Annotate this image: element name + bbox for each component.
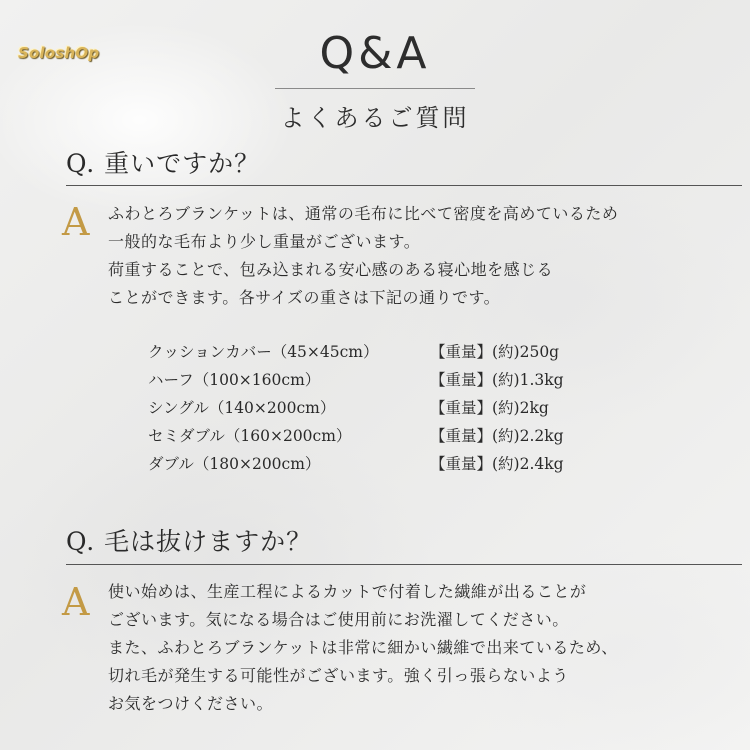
size-label: ダブル（180×200cm） (148, 455, 321, 473)
answer-line: また、ふわとろブランケットは非常に細かい繊維で出来ているため、 (108, 638, 618, 657)
answer-text-1 (108, 200, 618, 312)
page-subtitle: よくあるご質問 (280, 104, 470, 132)
answer-line: 切れ毛が発生する可能性がございます。強く引っ張らないよう (108, 666, 569, 685)
weight-value: 【重量】(約)2kg (430, 399, 549, 417)
answer-mark-2: A (62, 580, 90, 624)
size-label: シングル（140×200cm） (148, 399, 336, 417)
weight-value: 【重量】(約)250g (430, 343, 560, 361)
answer-line: 荷重することで、包み込まれる安心感のある寝心地を感じる (108, 260, 554, 279)
size-label: セミダブル（160×200cm） (148, 427, 352, 445)
question-heading-1: Q. 重いですか？ (66, 149, 261, 178)
answer-line: 一般的な毛布より少し重量がございます。 (108, 232, 421, 251)
weight-value: 【重量】(約)1.3kg (430, 371, 564, 389)
size-label: クッションカバー（45×45cm） (148, 343, 379, 361)
question-divider-2 (66, 564, 742, 565)
answer-line: 使い始めは、生産工程によるカットで付着した繊維が出ることが (108, 582, 587, 601)
page-title: Q&A (319, 28, 431, 79)
question-heading-2: Q. 毛は抜けますか？ (66, 527, 313, 556)
answer-line: ことができます。各サイズの重さは下記の通りです。 (108, 288, 501, 307)
weight-value: 【重量】(約)2.4kg (430, 455, 564, 473)
brand-logo: SoloshOp (18, 44, 100, 62)
question-divider-1 (66, 185, 742, 186)
weight-value: 【重量】(約)2.2kg (430, 427, 564, 445)
size-label: ハーフ（100×160cm） (148, 371, 321, 389)
answer-line: ふわとろブランケットは、通常の毛布に比べて密度を高めているため (108, 204, 619, 223)
answer-line: お気をつけください。 (108, 694, 274, 713)
title-divider (275, 88, 475, 89)
answer-line: ございます。気になる場合はご使用前にお洗濯してください。 (108, 610, 569, 629)
answer-text-2 (108, 578, 618, 718)
answer-mark-1: A (62, 200, 90, 244)
